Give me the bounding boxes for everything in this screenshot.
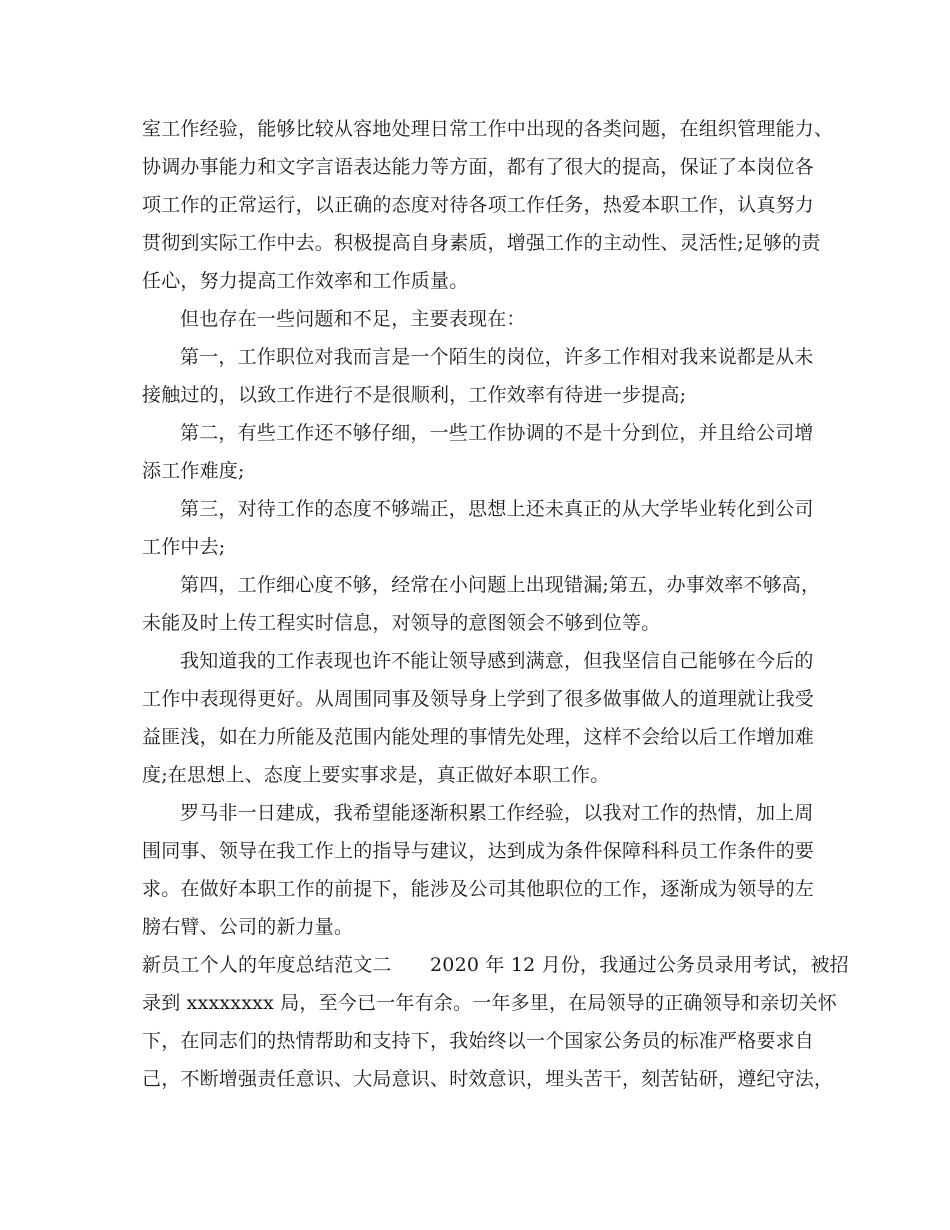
paragraph-first-line: 第四，工作细心度不够，经常在小问题上出现错漏;第五，办事效率不够高， (180, 574, 821, 596)
text-line: 膀右臂、公司的新力量。 (142, 916, 354, 938)
text-line: 下，在同志们的热情帮助和支持下，我始终以一个国家公务员的标准严格要求自 (142, 1030, 815, 1052)
text-line: 度;在思想上、态度上要实事求是，真正做好本职工作。 (142, 764, 610, 786)
text-line: 工作中表现得更好。从周围同事及领导身上学到了很多做事做人的道理就让我受 (142, 688, 815, 710)
paragraph-first-line: 第一，工作职位对我而言是一个陌生的岗位，许多工作相对我来说都是从未 (180, 346, 814, 368)
text-line: 项工作的正常运行，以正确的态度对待各项工作任务，热爱本职工作，认真努力 (142, 194, 815, 216)
paragraph-first-line: 第二，有些工作还不够仔细，一些工作协调的不是十分到位，并且给公司增 (180, 422, 814, 444)
paragraph-first-line: 罗马非一日建成，我希望能逐渐积累工作经验，以我对工作的热情，加上周 (180, 802, 814, 824)
text-line: 添工作难度; (142, 460, 245, 482)
text-line: 工作中去; (142, 536, 226, 558)
text-line: 未能及时上传工程实时信息，对领导的意图领会不够到位等。 (142, 612, 661, 634)
paragraph-first-line: 我知道我的工作表现也许不能让领导感到满意，但我坚信自己能够在今后的 (180, 650, 814, 672)
text-line: 求。在做好本职工作的前提下，能涉及公司其他职位的工作，逐渐成为领导的左 (142, 878, 815, 900)
paragraph-first-line: 但也存在一些问题和不足，主要表现在： (180, 308, 526, 330)
paragraph-first-line: 第三，对待工作的态度不够端正，思想上还未真正的从大学毕业转化到公司 (180, 498, 814, 520)
text-line: 贯彻到实际工作中去。积极提高自身素质，增强工作的主动性、灵活性;足够的责 (142, 232, 821, 254)
text-line: 录到 xxxxxxxx 局，至今已一年有余。一年多里，在局领导的正确领导和亲切关怀 (142, 992, 838, 1014)
text-line: 己，不断增强责任意识、大局意识、时效意识，埋头苦干，刻苦钻研，遵纪守法， (142, 1068, 834, 1090)
text-line: 接触过的，以致工作进行不是很顺利，工作效率有待进一步提高; (142, 384, 687, 406)
section-heading-line: 新员工个人的年度总结范文二 2020 年 12 月份，我通过公务员录用考试，被招 (142, 954, 849, 976)
text-line: 室工作经验，能够比较从容地处理日常工作中出现的各类问题，在组织管理能力、 (142, 118, 834, 140)
text-line: 任心，努力提高工作效率和工作质量。 (142, 270, 469, 292)
text-line: 围同事、领导在我工作上的指导与建议，达到成为条件保障科科员工作条件的要 (142, 840, 815, 862)
text-line: 协调办事能力和文字言语表达能力等方面，都有了很大的提高，保证了本岗位各 (142, 156, 815, 178)
text-line: 益匪浅，如在力所能及范围内能处理的事情先处理，这样不会给以后工作增加难 (142, 726, 815, 748)
